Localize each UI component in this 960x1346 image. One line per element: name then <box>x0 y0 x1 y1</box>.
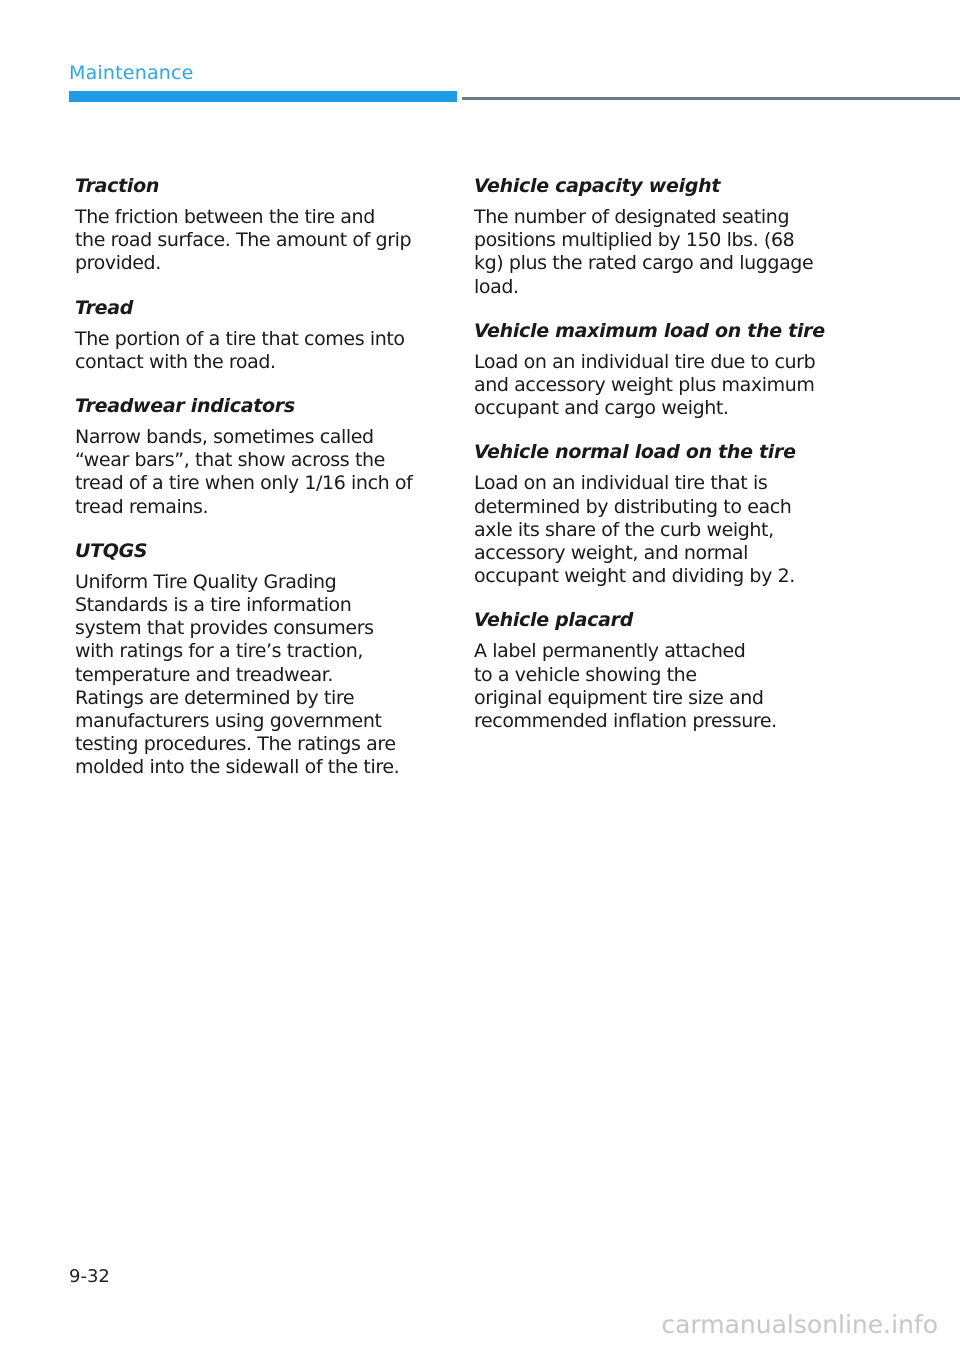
section-title: Maintenance <box>69 62 194 84</box>
glossary-definition <box>75 426 445 519</box>
definition-line: contact with the road. <box>75 350 276 373</box>
definition-line: The number of designated seating <box>474 206 790 228</box>
definition-line: provided. <box>75 252 161 275</box>
definition-line: Ratings are determined by tire <box>75 686 355 709</box>
glossary-definition <box>75 571 445 780</box>
glossary-term: Traction <box>75 175 160 197</box>
right-glossary-column <box>474 172 844 751</box>
definition-line: to a vehicle showing the <box>474 663 697 686</box>
definition-line: accessory weight, and normal <box>474 542 749 565</box>
glossary-definition <box>75 206 445 276</box>
glossary-term: Vehicle placard <box>474 609 634 632</box>
glossary-term: Tread <box>75 296 134 319</box>
glossary-definition <box>474 351 844 421</box>
glossary-term: Treadwear indicators <box>75 395 295 418</box>
glossary-definition <box>474 640 844 733</box>
definition-line: positions multiplied by 150 lbs. (68 <box>474 229 795 252</box>
glossary-entry <box>75 537 445 780</box>
definition-line: The portion of a tire that comes into <box>75 327 405 350</box>
definition-line: “wear bars”, that show across the <box>75 449 385 472</box>
definition-line: Load on an individual tire due to curb <box>474 350 816 373</box>
definition-line: system that provides consumers <box>75 617 374 640</box>
page-number: 9-32 <box>69 1266 110 1287</box>
definition-line: the road surface. The amount of grip <box>75 229 412 252</box>
definition-line: kg) plus the rated cargo and luggage <box>474 252 814 275</box>
definition-line: with ratings for a tire’s traction, <box>75 640 363 663</box>
glossary-entry <box>474 438 844 588</box>
definition-line: Narrow bands, sometimes called <box>75 426 374 449</box>
glossary-entry <box>75 392 445 519</box>
definition-line: molded into the sidewall of the tire. <box>75 756 400 779</box>
definition-line: Standards is a tire information <box>75 594 352 617</box>
glossary-definition <box>474 472 844 588</box>
watermark: carmanualsonline.info <box>661 1310 938 1339</box>
definition-line: testing procedures. The ratings are <box>75 733 396 756</box>
glossary-entry <box>474 317 844 421</box>
glossary-term: Vehicle normal load on the tire <box>474 441 796 464</box>
glossary-term: UTQGS <box>75 539 148 562</box>
definition-line: occupant weight and dividing by 2. <box>474 565 795 588</box>
definition-line: manufacturers using government <box>75 710 382 733</box>
definition-line: Uniform Tire Quality Grading <box>75 570 337 593</box>
header-divider-line <box>462 97 960 100</box>
glossary-term: Vehicle maximum load on the tire <box>474 319 825 342</box>
header-accent-bar <box>69 91 457 102</box>
definition-line: temperature and treadwear. <box>75 663 334 686</box>
definition-line: tread remains. <box>75 495 209 518</box>
definition-line: recommended inflation pressure. <box>474 710 777 733</box>
left-glossary-column <box>75 172 445 798</box>
definition-line: and accessory weight plus maximum <box>474 374 815 397</box>
definition-line: Load on an individual tire that is <box>474 472 768 495</box>
definition-line: original equipment tire size and <box>474 686 764 709</box>
definition-line: determined by distributing to each <box>474 495 792 518</box>
glossary-entry <box>75 294 445 374</box>
glossary-entry <box>75 172 445 276</box>
glossary-term: Vehicle capacity weight <box>474 175 721 197</box>
definition-line: A label permanently attached <box>474 640 746 663</box>
glossary-entry <box>474 172 844 299</box>
glossary-definition <box>474 206 844 299</box>
definition-line: load. <box>474 275 519 298</box>
glossary-definition <box>75 328 445 374</box>
definition-line: tread of a tire when only 1/16 inch of <box>75 472 413 495</box>
definition-line: occupant and cargo weight. <box>474 397 729 420</box>
definition-line: The friction between the tire and <box>75 206 375 228</box>
glossary-entry <box>474 606 844 733</box>
definition-line: axle its share of the curb weight, <box>474 518 774 541</box>
